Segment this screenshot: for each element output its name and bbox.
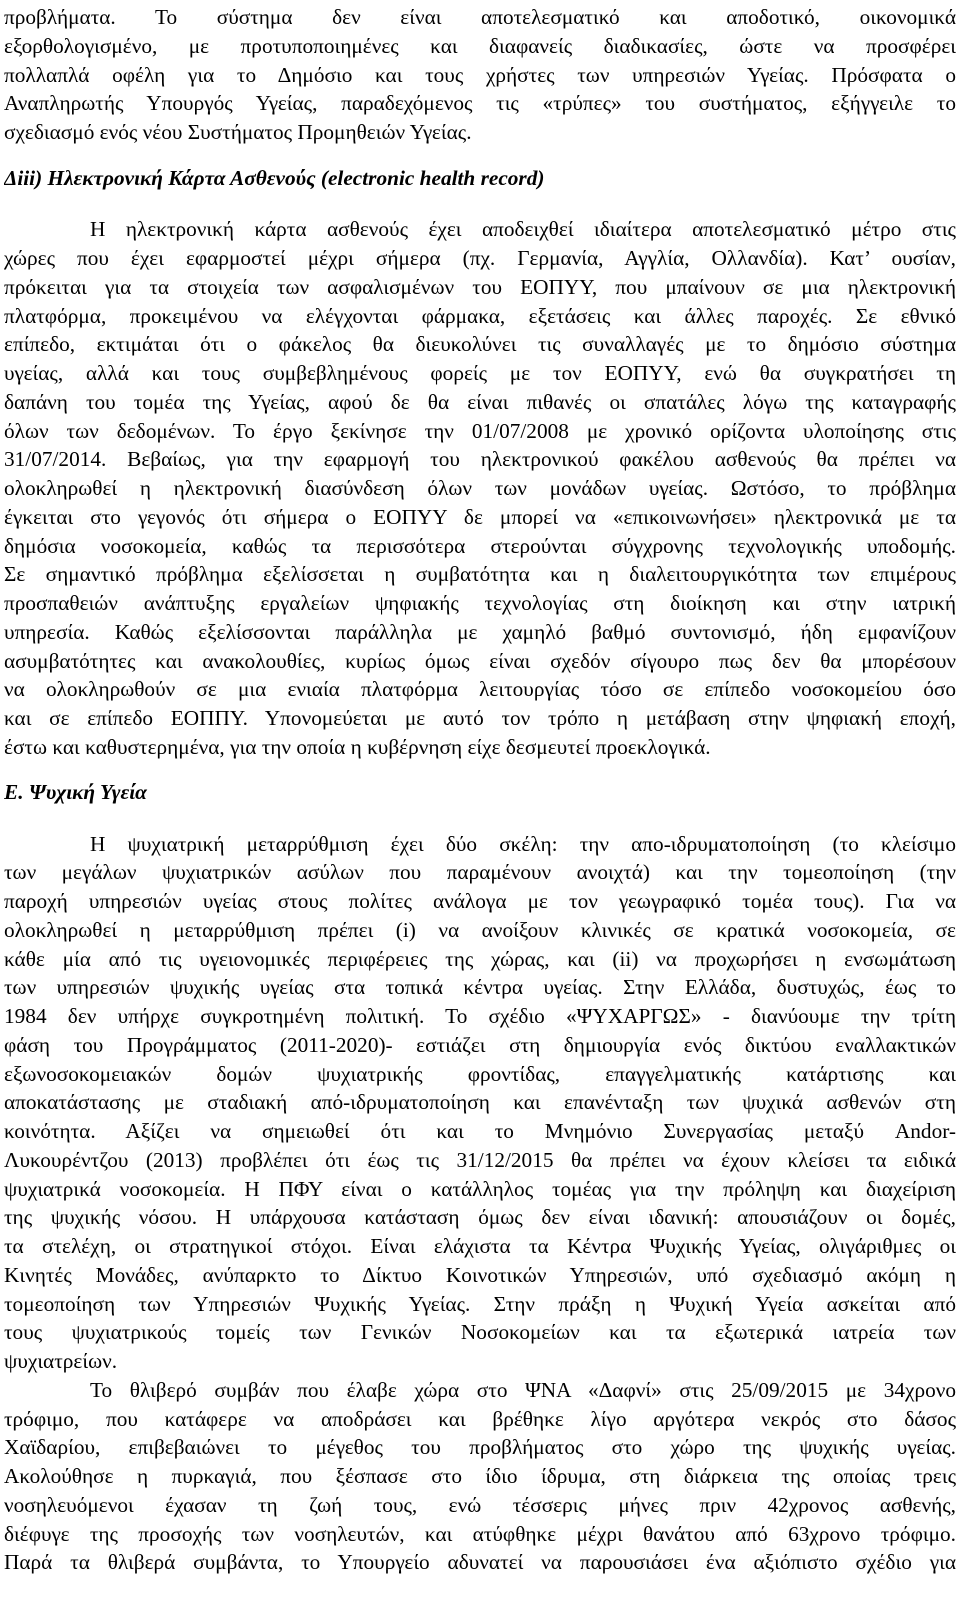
section-heading: Ε. Ψυχική Υγεία	[4, 780, 147, 804]
text-line: εξωνοσοκομειακών δομών ψυχιατρικής φροντίδας, επαγγελματικής κατάρτισης και	[4, 1062, 956, 1086]
text-line: πλατφόρμα, προκειμένου να ελέγχονται φάρμακα, εξετάσεις και άλλες παροχές. Σε εθνικό	[4, 304, 956, 328]
text-line: ολοκληρωθεί η ηλεκτρονική διασύνδεση όλων των μονάδων υγείας. Ωστόσο, το πρόβλημα	[4, 476, 956, 500]
text-line: Ακολούθησε η πυρκαγιά, που ξέσπασε στο ίδιο ίδρυμα, στη διάρκεια της οποίας τρεις	[4, 1464, 956, 1488]
text-line: και σε επίπεδο ΕΟΠΠΥ. Υπονομεύεται με αυτό τον τρόπο η μετάβαση στην ψηφιακή εποχή,	[4, 706, 956, 730]
text-line: αποκατάστασης με σταδιακή από-ιδρυματοποίηση και επανένταξη των ψυχικά ασθενών στη	[4, 1090, 956, 1114]
text-line: ασυμβατότητες και ανακολουθίες, κυρίως όμως είναι σχεδόν σίγουρο πως δεν θα μπορέσουν	[4, 649, 956, 673]
text-line: πολλαπλά οφέλη για το Δημόσιο και τους χρήστες των υπηρεσιών Υγείας. Πρόσφατα ο	[4, 63, 956, 87]
text-line: κοινότητα. Αξίζει να σημειωθεί ότι και το Μνημόνιο Συνεργασίας μεταξύ Andor-	[4, 1119, 956, 1143]
text-line: έστω και καθυστερημένα, για την οποία η κυβέρνηση είχε δεσμευτεί προεκλογικά.	[4, 735, 711, 759]
text-line: Κινητές Μονάδες, ανύπαρκτο το Δίκτυο Κοινοτικών Υπηρεσιών, υπό σχεδιασμό ακόμη η	[4, 1263, 956, 1287]
text-line: τους ψυχιατρικούς τομείς των Γενικών Νοσοκομείων και τα εξωτερικά ιατρεία των	[4, 1320, 956, 1344]
text-line: Λυκουρέντζου (2013) προβλέπει ότι έως τις 31/12/2015 θα πρέπει να έχουν κλείσει τα ειδικά	[4, 1148, 956, 1172]
text-line: Παρά τα θλιβερά συμβάντα, το Υπουργείο αδυνατεί να παρουσιάσει ένα αξιόπιστο σχέδιο για	[4, 1550, 956, 1574]
text-line: τρόφιμο, που κατάφερε να αποδράσει και βρέθηκε λίγο αργότερα νεκρός στο δάσος	[4, 1407, 956, 1431]
text-line: φάση του Προγράμματος (2011-2020)- εστιάζει στη δημιουργία ενός δικτύου εναλλακτικών	[4, 1033, 956, 1057]
text-line: υπηρεσία. Καθώς εξελίσσονται παράλληλα με χαμηλό βαθμό συντονισμό, ήδη εμφανίζουν	[4, 620, 956, 644]
text-line: των μεγάλων ψυχιατρικών ασύλων που παραμένουν ανοιχτά) και την τομεοποίηση (την	[4, 860, 956, 884]
text-line: της ψυχικής νόσου. Η υπάρχουσα κατάσταση όμως δεν είναι ιδανική: απουσιάζουν οι δομές,	[4, 1205, 956, 1229]
text-line: όλων των δεδομένων. Το έργο ξεκίνησε την 01/07/2008 με χρονικό ορίζοντα υλοποίησης στις	[4, 419, 956, 443]
text-line: πρόκειται για τα στοιχεία των ασφαλισμένων του ΕΟΠΥΥ, που μπαίνουν σε μια ηλεκτρονική	[4, 275, 956, 299]
text-line: 1984 δεν υπήρχε συγκροτημένη πολιτική. Το σχέδιο «ΨΥΧΑΡΓΩΣ» - διανύουμε την τρίτη	[4, 1004, 956, 1028]
text-line: να ολοκληρωθούν σε μια ενιαία πλατφόρμα λειτουργίας τόσο σε επίπεδο νοσοκομείου όσο	[4, 677, 956, 701]
text-line: Χαϊδαρίου, επιβεβαιώνει το μέγεθος του προβλήματος στο χώρο της ψυχικής υγείας.	[4, 1435, 956, 1459]
section-heading: Δiii) Ηλεκτρονική Κάρτα Ασθενούς (electronic health record)	[4, 166, 545, 190]
text-line: σχεδιασμό ενός νέου Συστήματος Προμηθειών Υγείας.	[4, 120, 472, 144]
text-line: προσπαθειών ανάπτυξης εργαλείων ψηφιακής τεχνολογίας στη διοίκηση και στην ιατρική	[4, 591, 956, 615]
text-line: επίπεδο, εκτιμάται ότι ο φάκελος θα διευκολύνει τις συναλλαγές με το δημόσιο σύστημα	[4, 332, 956, 356]
text-line: παροχή υπηρεσιών υγείας στους πολίτες ανάλογα με τον γεωγραφικό τομέα τους). Για να	[4, 889, 956, 913]
text-line: διέφυγε της προσοχής των νοσηλευτών, και ατύφθηκε μέχρι θανάτου από 63χρονο τρόφιμο.	[4, 1522, 956, 1546]
text-line: τομεοποίηση των Υπηρεσιών Ψυχικής Υγείας. Στην πράξη η Ψυχική Υγεία ασκείται από	[4, 1292, 956, 1316]
text-line: Η ηλεκτρονική κάρτα ασθενούς έχει αποδειχθεί ιδιαίτερα αποτελεσματικό μέτρο στις	[90, 217, 956, 241]
text-line: ψυχιατρικά νοσοκομεία. Η ΠΦΥ είναι ο κατάλληλος τομέας για την πρόληψη και διαχείριση	[4, 1177, 956, 1201]
text-line: δημόσια νοσοκομεία, καθώς τα περισσότερα στερούνται σύγχρονης τεχνολογικής υποδομής.	[4, 534, 956, 558]
text-line: δαπάνη του τομέα της Υγείας, αφού δε θα είναι πιθανές οι σπατάλες λόγω της καταγραφής	[4, 390, 956, 414]
text-line: τα στελέχη, οι στρατηγικοί στόχοι. Είναι ελάχιστα τα Κέντρα Ψυχικής Υγείας, ολιγάριθμες οι	[4, 1234, 956, 1258]
text-line: 31/07/2014. Βεβαίως, για την εφαρμογή του ηλεκτρονικού φακέλου ασθενούς θα πρέπει να	[4, 447, 956, 471]
text-line: έγκειται στο γεγονός ότι σήμερα ο ΕΟΠΥΥ δε μπορεί να «επικοινωνήσει» ηλεκτρονικά με τα	[4, 505, 956, 529]
text-line: ολοκληρωθεί η μεταρρύθμιση πρέπει (i) να ανοίξουν κλινικές σε κρατικά νοσοκομεία, σε	[4, 918, 956, 942]
text-line: νοσηλευόμενοι έχασαν τη ζωή τους, ενώ τέσσερις μήνες πριν 42χρονος ασθενής,	[4, 1493, 956, 1517]
text-line: Η ψυχιατρική μεταρρύθμιση έχει δύο σκέλη: την απο-ιδρυματοποίηση (το κλείσιμο	[90, 832, 956, 856]
text-line: χώρες που έχει εφαρμοστεί μέχρι σήμερα (πχ. Γερμανία, Αγγλία, Ολλανδία). Κατ’ ουσίαν,	[4, 246, 956, 270]
text-line: προβλήματα. Το σύστημα δεν είναι αποτελεσματικό και αποδοτικό, οικονομικά	[4, 5, 956, 29]
text-line: των υπηρεσιών ψυχικής υγείας στα τοπικά κέντρα υγείας. Στην Ελλάδα, δυστυχώς, έως το	[4, 975, 956, 999]
text-line: εξορθολογισμένο, με προτυποποιημένες και διαφανείς διαδικασίες, ώστε να προσφέρει	[4, 34, 956, 58]
text-line: υγείας, αλλά και τους συμβεβλημένους φορείς με τον ΕΟΠΥΥ, ενώ θα συγκρατήσει τη	[4, 361, 956, 385]
text-line: ψυχιατρείων.	[4, 1349, 118, 1373]
text-line: Σε σημαντικό πρόβλημα εξελίσσεται η συμβατότητα και η διαλειτουργικότητα των επιμέρους	[4, 562, 956, 586]
text-line: Το θλιβερό συμβάν που έλαβε χώρα στο ΨΝΑ «Δαφνί» στις 25/09/2015 με 34χρονο	[90, 1378, 956, 1402]
text-line: κάθε μία από τις υγειονομικές περιφέρειες της χώρας, και (ii) να προχωρήσει η ενσωμάτωση	[4, 947, 956, 971]
text-line: Αναπληρωτής Υπουργός Υγείας, παραδεχόμενος τις «τρύπες» του συστήματος, εξήγγειλε το	[4, 91, 956, 115]
